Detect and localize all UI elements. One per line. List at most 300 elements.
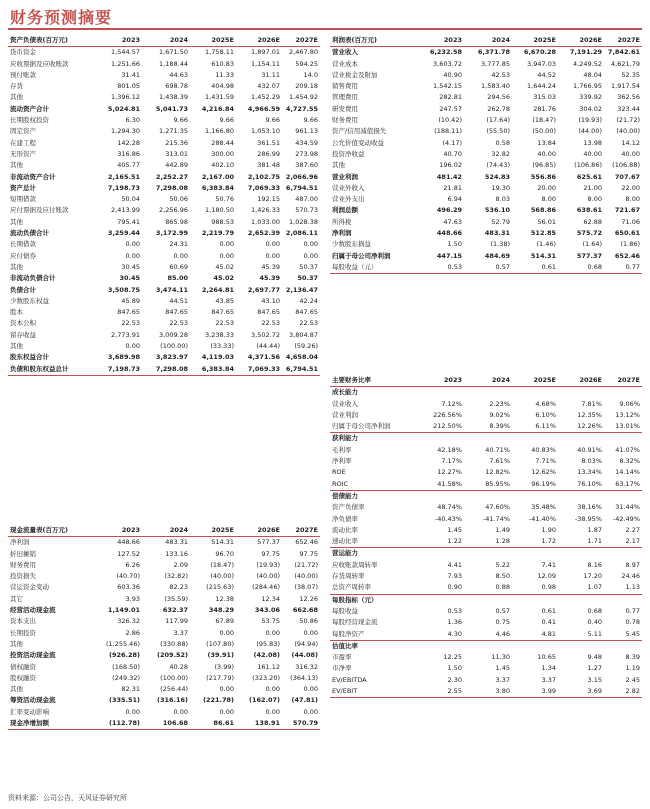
row-label: 长期投资 xyxy=(10,628,36,637)
table-row xyxy=(8,352,320,363)
row-label: 营业税金及附加 xyxy=(332,70,378,79)
table-cell: 133.16 xyxy=(165,549,188,558)
table-cell: 2.86 xyxy=(125,628,140,637)
table-cell: 3,804.87 xyxy=(289,330,318,339)
table-cell: 1,431.59 xyxy=(205,93,234,102)
table-cell: 0.00 xyxy=(125,342,140,351)
column-header: 2024 xyxy=(464,375,512,387)
table-cell: 43.85 xyxy=(215,296,234,305)
table-cell: 1,758.11 xyxy=(205,48,234,57)
table-cell: (215.63) xyxy=(206,583,234,592)
table-cell xyxy=(604,433,642,445)
table-cell xyxy=(604,594,642,606)
table-cell: 86.61 xyxy=(190,718,236,730)
table-cell: (42.08) xyxy=(253,651,280,660)
table-cell: 2.23% xyxy=(489,399,510,408)
table-cell: 82.31 xyxy=(121,685,140,694)
column-header: 2023 xyxy=(424,375,464,387)
table-cell: 0.90 xyxy=(447,583,462,592)
table-cell: 96.70 xyxy=(215,549,234,558)
table-cell: 17.20 xyxy=(583,572,602,581)
table-cell: 1,452.29 xyxy=(251,93,280,102)
table-cell: 9.66 xyxy=(265,116,280,125)
table-cell: 1.72 xyxy=(541,537,556,546)
column-header: 2027E xyxy=(282,35,320,47)
page-title: 财务预测摘要 xyxy=(10,8,113,27)
row-label: EV/EBIT xyxy=(330,686,424,698)
table-cell xyxy=(512,387,558,399)
table-cell xyxy=(604,490,642,502)
table-cell: 0.78 xyxy=(625,618,640,627)
table-cell: (1,255.46) xyxy=(105,639,140,648)
table-cell: 487.00 xyxy=(295,195,318,204)
table-row xyxy=(330,479,642,491)
table-cell: 2,136.47 xyxy=(285,285,318,294)
table-cell: 13.34% xyxy=(577,468,602,477)
row-label: 应收票据及应收账款 xyxy=(10,59,69,68)
ratio-grid xyxy=(330,375,642,698)
table-cell: 313.01 xyxy=(165,149,188,158)
row-label: 资产总计 xyxy=(10,183,36,192)
row-label: 存货 xyxy=(10,82,23,91)
table-cell: 50.37 xyxy=(299,262,318,271)
table-cell: 12.09 xyxy=(537,572,556,581)
table-cell: 442.89 xyxy=(165,161,188,170)
table-cell: 577.37 xyxy=(576,251,602,260)
table-cell: 22.53 xyxy=(261,319,280,328)
table-cell: 7,191.29 xyxy=(569,48,602,57)
column-header: 2027E xyxy=(604,375,642,387)
table-cell: 447.15 xyxy=(436,251,462,260)
table-cell: 0.61 xyxy=(512,262,558,274)
row-label: 非流动负债合计 xyxy=(10,274,56,283)
row-label: 投资损失 xyxy=(10,572,36,581)
table-cell: (107.80) xyxy=(206,639,234,648)
table-cell: 12.38 xyxy=(215,594,234,603)
table-cell: 7.81% xyxy=(581,399,602,408)
table-cell: 2,066.96 xyxy=(285,172,318,181)
table-cell: 483.31 xyxy=(484,229,510,238)
table-row xyxy=(330,205,642,216)
table-cell: 12.26 xyxy=(299,594,318,603)
table-cell: 12.62% xyxy=(531,468,556,477)
table-row xyxy=(8,673,320,684)
table-cell: 35.48% xyxy=(531,503,556,512)
title-rule xyxy=(8,28,642,30)
table-row xyxy=(330,410,642,421)
table-row xyxy=(8,194,320,205)
table-cell: 22.53 xyxy=(299,319,318,328)
table-cell: 10.65 xyxy=(537,653,556,662)
table-cell xyxy=(604,548,642,560)
table-cell: 3.99 xyxy=(512,686,558,698)
bs-grid xyxy=(8,35,320,376)
table-cell: 45.89 xyxy=(121,296,140,305)
table-row xyxy=(330,172,642,183)
table-row xyxy=(330,525,642,536)
table-cell: 1.19 xyxy=(625,664,640,673)
table-cell xyxy=(424,433,464,445)
table-row xyxy=(330,251,642,262)
table-cell: 282.81 xyxy=(439,93,462,102)
table-row xyxy=(330,81,642,92)
table-cell: 847.65 xyxy=(257,308,280,317)
table-cell: 1,154.11 xyxy=(251,59,280,68)
table-row xyxy=(330,467,642,478)
table-cell: 323.44 xyxy=(617,104,640,113)
table-cell: (364.13) xyxy=(290,673,318,682)
row-label: 无形资产 xyxy=(10,149,36,158)
table-cell: 524.83 xyxy=(484,172,510,181)
table-row xyxy=(8,341,320,352)
table-cell: 4,249.52 xyxy=(573,59,602,68)
table-cell: 0.00 xyxy=(265,628,280,637)
row-label: 应付债券 xyxy=(10,251,36,260)
table-cell: (3.99) xyxy=(214,662,234,671)
table-cell: 7.93 xyxy=(447,572,462,581)
table-cell: 60.69 xyxy=(169,262,188,271)
table-cell: 361.51 xyxy=(257,138,280,147)
table-cell: 3,823.97 xyxy=(155,353,188,362)
table-cell: -41.74% xyxy=(482,514,510,523)
row-label: 营业外支出 xyxy=(332,195,365,204)
table-cell: (221.78) xyxy=(202,696,234,705)
table-cell: 138.91 xyxy=(236,718,282,730)
table-cell: 4.41 xyxy=(447,560,462,569)
table-cell: 2,652.39 xyxy=(247,229,280,238)
table-cell: 7.12% xyxy=(441,399,462,408)
table-cell: 38.16% xyxy=(577,503,602,512)
table-cell: 0.00 xyxy=(173,707,188,716)
row-label: 负债和股东权益总计 xyxy=(8,364,102,376)
table-cell: 9.06% xyxy=(619,399,640,408)
table-cell: 42.24 xyxy=(299,296,318,305)
table-row xyxy=(330,514,642,525)
table-cell: 13.84 xyxy=(537,138,556,147)
table-cell: 4,371.56 xyxy=(247,353,280,362)
table-cell: 42.18% xyxy=(437,445,462,454)
table-row xyxy=(8,47,320,59)
column-header: 2025E xyxy=(512,375,558,387)
table-cell: 4,727.55 xyxy=(285,104,318,113)
row-label: 资本支出 xyxy=(10,617,36,626)
table-cell: 7.71% xyxy=(535,457,556,466)
table-cell xyxy=(424,548,464,560)
table-cell: (39.91) xyxy=(207,651,234,660)
table-row xyxy=(330,138,642,149)
row-label: 营业利润 xyxy=(332,410,358,419)
table-cell: -38.95% xyxy=(574,514,602,523)
table-row xyxy=(330,502,642,513)
table-cell: -41.40% xyxy=(528,514,556,523)
row-label: 每股指标（元） xyxy=(330,594,424,606)
table-cell: 1,644.24 xyxy=(527,82,556,91)
table-cell: 0.61 xyxy=(541,606,556,615)
table-cell: 0.53 xyxy=(424,262,464,274)
column-header: 2026E xyxy=(558,375,604,387)
table-cell: 496.29 xyxy=(436,206,462,215)
table-cell: 6,232.58 xyxy=(429,48,462,57)
table-cell: (188.11) xyxy=(434,127,462,136)
table-cell: 0.68 xyxy=(558,262,604,274)
table-row xyxy=(8,273,320,284)
row-label: 负债合计 xyxy=(10,285,36,294)
table-cell: 1,033.00 xyxy=(251,217,280,226)
table-row xyxy=(330,582,642,594)
table-cell: 0.00 xyxy=(219,628,234,637)
table-cell: 650.61 xyxy=(614,229,640,238)
row-label: 债权融资 xyxy=(10,662,36,671)
table-row xyxy=(330,217,642,228)
row-label: 利润总额 xyxy=(332,206,358,215)
table-cell: 0.41 xyxy=(541,618,556,627)
table-cell: 12.82% xyxy=(485,468,510,477)
table-cell: (926.28) xyxy=(108,651,140,660)
table-row xyxy=(8,639,320,650)
table-cell: 9.48 xyxy=(587,653,602,662)
table-row xyxy=(8,126,320,137)
table-row xyxy=(330,456,642,467)
table-cell: 847.65 xyxy=(295,308,318,317)
row-label: 财务费用 xyxy=(332,116,358,125)
table-cell: (33.33) xyxy=(210,342,234,351)
table-cell: 247.57 xyxy=(439,104,462,113)
table-cell: 40.91% xyxy=(577,445,602,454)
table-cell xyxy=(512,548,558,560)
table-cell: (19.93) xyxy=(256,560,280,569)
table-cell: 4.30 xyxy=(447,629,462,638)
row-label: 财务费用 xyxy=(10,560,36,569)
section-row xyxy=(330,387,642,399)
table-cell: 0.00 xyxy=(219,685,234,694)
table-cell: 6.11% xyxy=(535,422,556,431)
table-cell: 12.34 xyxy=(261,594,280,603)
table-cell: 45.39 xyxy=(259,274,280,283)
row-label: 管理费用 xyxy=(332,93,358,102)
table-cell: 0.53 xyxy=(447,606,462,615)
table-row xyxy=(8,160,320,171)
table-row xyxy=(330,228,642,239)
table-cell: 638.61 xyxy=(576,206,602,215)
table-row xyxy=(330,126,642,137)
table-cell: (40.70) xyxy=(116,572,140,581)
table-row xyxy=(8,262,320,273)
table-cell: 44.52 xyxy=(537,70,556,79)
table-header-row xyxy=(8,35,320,47)
row-label: 投资净收益 xyxy=(332,149,365,158)
table-cell: 434.59 xyxy=(295,138,318,147)
table-cell: 6,794.51 xyxy=(285,183,318,192)
table-row xyxy=(8,104,320,115)
row-label: 其他 xyxy=(332,161,345,170)
row-label: 流动负债合计 xyxy=(10,229,49,238)
table-cell: 40.70 xyxy=(443,149,462,158)
table-cell: 142.28 xyxy=(117,138,140,147)
table-cell: 6.26 xyxy=(125,560,140,569)
table-cell: 568.86 xyxy=(530,206,556,215)
table-cell: 8.00 xyxy=(625,195,640,204)
table-cell: 11.30 xyxy=(491,653,510,662)
table-cell: -40.43% xyxy=(434,514,462,523)
table-title: 现金流量表(百万元) xyxy=(8,525,102,537)
table-cell: 22.00 xyxy=(621,183,640,192)
table-row xyxy=(8,296,320,307)
table-cell: (100.00) xyxy=(160,342,188,351)
table-row xyxy=(330,606,642,617)
table-row xyxy=(330,571,642,582)
row-label: 每股收益 xyxy=(332,606,358,615)
row-label: 研发费用 xyxy=(332,104,358,113)
column-header: 2023 xyxy=(102,35,142,47)
table-cell: 3,172.99 xyxy=(155,229,188,238)
table-cell: (1.86) xyxy=(620,240,640,249)
row-label: 其他 xyxy=(10,342,23,351)
section-row xyxy=(330,490,642,502)
table-cell: 3.37 xyxy=(495,675,510,684)
table-cell: 8.97 xyxy=(625,560,640,569)
table-cell: (44.00) xyxy=(578,127,602,136)
table-cell: (40.00) xyxy=(210,572,234,581)
table-cell: 40.71% xyxy=(485,445,510,454)
table-cell xyxy=(558,640,604,652)
row-label: 估值比率 xyxy=(330,640,424,652)
table-row xyxy=(8,149,320,160)
table-cell: 8.39% xyxy=(489,422,510,431)
table-cell: 2,165.51 xyxy=(107,172,140,181)
table-cell: (100.00) xyxy=(160,673,188,682)
row-label: 其他 xyxy=(10,262,23,271)
table-cell: (4.17) xyxy=(442,138,462,147)
income-statement-table xyxy=(330,35,642,274)
table-cell xyxy=(464,387,512,399)
table-cell: 316.32 xyxy=(295,662,318,671)
table-cell: 13.01% xyxy=(615,422,640,431)
table-row xyxy=(8,228,320,239)
table-cell xyxy=(424,594,464,606)
row-label: 存货周转率 xyxy=(332,572,365,581)
table-cell: 1,583.40 xyxy=(481,82,510,91)
table-cell: 3,238.33 xyxy=(205,330,234,339)
table-cell: 14.12 xyxy=(621,138,640,147)
table-cell: 3,603.72 xyxy=(433,59,462,68)
table-cell: 652.46 xyxy=(614,251,640,260)
table-cell: -42.49% xyxy=(612,514,640,523)
table-row xyxy=(330,70,642,81)
table-cell: 3.37 xyxy=(541,675,556,684)
table-cell: 2.82 xyxy=(604,686,642,698)
table-cell: (74.43) xyxy=(486,161,510,170)
table-cell: 7.17% xyxy=(441,457,462,466)
row-label: 营业利润 xyxy=(332,172,358,181)
table-cell: 0.57 xyxy=(495,606,510,615)
table-row xyxy=(8,707,320,718)
table-cell: 514.31 xyxy=(530,251,556,260)
table-cell: 67.89 xyxy=(215,617,234,626)
section-row xyxy=(330,433,642,445)
row-label: 营业收入 xyxy=(332,48,358,57)
table-cell: (94.94) xyxy=(294,639,318,648)
table-cell: 56.01 xyxy=(537,217,556,226)
table-cell xyxy=(512,594,558,606)
table-cell: 7.41 xyxy=(541,560,556,569)
row-label: 资产/信用减值损失 xyxy=(332,127,387,136)
row-label: 现金净增加额 xyxy=(8,718,102,730)
table-cell: (106.86) xyxy=(574,161,602,170)
table-row xyxy=(8,616,320,627)
table-cell: 1,251.66 xyxy=(111,59,140,68)
table-cell: 6.10% xyxy=(535,410,556,419)
section-row xyxy=(330,548,642,560)
table-cell: 5,041.73 xyxy=(155,104,188,113)
table-cell: 1,188.44 xyxy=(159,59,188,68)
table-cell: 0.00 xyxy=(265,685,280,694)
table-cell: 339.92 xyxy=(579,93,602,102)
row-label: 少数股东损益 xyxy=(332,240,371,249)
row-label: 应付票据及应付账款 xyxy=(10,206,69,215)
row-label: EV/EBITDA xyxy=(332,675,367,684)
table-cell: 262.78 xyxy=(487,104,510,113)
table-cell: 47.63 xyxy=(443,217,462,226)
table-row xyxy=(330,445,642,456)
row-label: 流动比率 xyxy=(332,525,358,534)
table-cell: 484.69 xyxy=(484,251,510,260)
table-cell: 0.77 xyxy=(625,606,640,615)
table-cell: 63.17% xyxy=(615,479,640,488)
table-row xyxy=(330,399,642,410)
column-header: 2025E xyxy=(512,35,558,47)
table-cell: 3.69 xyxy=(558,686,604,698)
table-cell: 865.98 xyxy=(165,217,188,226)
table-cell: 6,794.51 xyxy=(282,364,320,376)
table-cell: 0.00 xyxy=(303,251,318,260)
table-row xyxy=(330,59,642,70)
table-cell: 21.81 xyxy=(443,183,462,192)
table-cell: 0.77 xyxy=(604,262,642,274)
table-cell: 7,298.08 xyxy=(155,183,188,192)
table-cell: (106.88) xyxy=(612,161,640,170)
row-label: 应收账款周转率 xyxy=(332,560,378,569)
table-cell: 40.00 xyxy=(583,149,602,158)
table-cell: 402.10 xyxy=(211,161,234,170)
column-header: 2024 xyxy=(142,525,190,537)
table-row xyxy=(8,330,320,341)
row-label: 每股净资产 xyxy=(332,629,365,638)
table-cell: (55.50) xyxy=(486,127,510,136)
row-label: 偿债能力 xyxy=(330,490,424,502)
table-cell: 4.68% xyxy=(535,399,556,408)
table-cell: (96.85) xyxy=(532,161,556,170)
table-cell: 4.46 xyxy=(495,629,510,638)
table-cell: 85.95% xyxy=(485,479,510,488)
table-cell: 48.04 xyxy=(583,70,602,79)
table-cell: 13.98 xyxy=(583,138,602,147)
table-row xyxy=(8,217,320,228)
table-cell: 2,167.00 xyxy=(201,172,234,181)
table-cell: 326.32 xyxy=(117,617,140,626)
table-cell: 2.27 xyxy=(625,525,640,534)
table-row xyxy=(330,663,642,674)
table-cell: 3.15 xyxy=(587,675,602,684)
table-cell: 1.13 xyxy=(625,583,640,592)
table-cell: 625.61 xyxy=(576,172,602,181)
table-row xyxy=(8,205,320,216)
table-cell: 3,259.44 xyxy=(107,229,140,238)
row-label: 其他 xyxy=(10,639,23,648)
table-cell: 1,294.30 xyxy=(111,127,140,136)
table-cell: 448.66 xyxy=(117,538,140,547)
table-cell xyxy=(424,640,464,652)
table-row xyxy=(8,81,320,92)
